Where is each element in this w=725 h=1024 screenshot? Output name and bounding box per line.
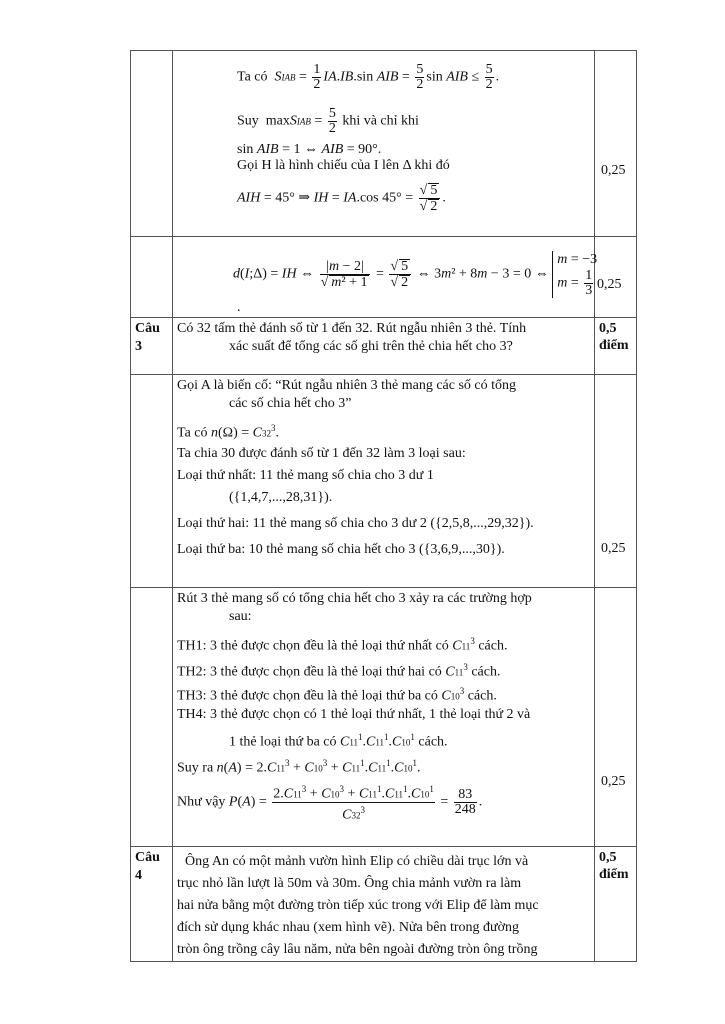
q3-case-3: TH3: 3 thẻ được chọn đều là thẻ loại thứ ba có $C10^3$ cách. — [177, 686, 497, 704]
question-label-cell — [131, 847, 173, 962]
score-cell — [595, 375, 637, 588]
answer-table — [130, 50, 637, 962]
question-text-cell — [173, 847, 595, 962]
row-area-solution — [131, 51, 637, 237]
line-max-area: Suy maxSIAB = $\frac{5}{2}$ khi và chỉ khi — [237, 106, 419, 136]
q3-case-1: TH1: 3 thẻ được chọn đều là thẻ loại thứ nhất có $C11^3$ cách. — [177, 636, 508, 654]
dot-mark: . — [237, 300, 241, 315]
q3-case-4-line-2: 1 thẻ loại thứ ba có $C11^1.C11^1.C10^1$ cách. — [229, 732, 448, 750]
q3-sol1-line-8: Loại thứ ba: 10 thẻ mang số chia hết cho 3 ({3,6,9,...,30}). — [177, 542, 505, 557]
question-3-label: Câu 3 — [135, 321, 160, 354]
q3-case-2: TH2: 3 thẻ được chọn đều là thẻ loại thứ hai có $C11^3$ cách. — [177, 662, 501, 680]
q3-sol1-line-3: Ta có $n(\Omega) = C32^3$. — [177, 423, 279, 441]
q3-sol1-line-6: ({1,4,7,...,28,31}). — [229, 490, 333, 505]
score-value: 0,25 — [601, 774, 626, 789]
line-projection: Gọi H là hình chiếu của I lên Δ khi đó — [237, 158, 450, 173]
label-cell-empty — [131, 588, 173, 847]
label-cell-empty — [131, 237, 173, 318]
question-label-cell — [131, 318, 173, 375]
question-4-line-5: tròn ông trồng cây lâu năm, nửa bên ngoài đường tròn ông trồng — [177, 942, 538, 957]
label-cell-empty — [131, 375, 173, 588]
question-4-line-4: đích sử dụng khác nhau (xem hình vẽ). Nửa bên trong đường — [177, 920, 519, 935]
row-q3-solution-1 — [131, 375, 637, 588]
question-4-line-1: Ông An có một mảnh vườn hình Elip có chiều dài trục lớn và — [185, 854, 529, 869]
line-sin-condition: sin AIB = 1 ⇔ AIB = 90°. — [237, 142, 382, 157]
score-value: 0,25 — [597, 277, 622, 292]
points-cell — [595, 847, 637, 962]
score-cell — [595, 51, 637, 237]
line-ih-value: AIH = 45° ⇒ IH = IA.cos 45° = $\frac{√ 5}{√ 2}$ . — [237, 183, 446, 214]
question-3-line-1: Có 32 tấm thẻ đánh số từ 1 đến 32. Rút ngẫu nhiên 3 thẻ. Tính — [177, 321, 527, 336]
question-3-points: 0,5 điểm — [599, 321, 629, 353]
question-4-label: Câu 4 — [135, 850, 160, 883]
q3-sol1-line-1: Gọi A là biến cố: “Rút ngẫu nhiên 3 thẻ mang các số có tổng — [177, 378, 517, 393]
question-4-points: 0,5 điểm — [599, 850, 629, 882]
score-cell — [595, 588, 637, 847]
row-question-4 — [131, 847, 637, 962]
q3-sol1-line-4: Ta chia 30 được đánh số từ 1 đến 32 làm 3 loại sau: — [177, 446, 466, 461]
q3-sol1-line-5: Loại thứ nhất: 11 thẻ mang số chia cho 3 dư 1 — [177, 468, 434, 483]
row-q3-solution-2 — [131, 588, 637, 847]
row-question-3 — [131, 318, 637, 375]
line-area-formula: Ta có SIAB = $\frac{1}{2}$ IA.IB.sin AIB = $\frac{5}{2}$ sin AIB ≤ $\frac{5}{2}$ . — [237, 62, 500, 92]
q3-case-4-line-1: TH4: 3 thẻ được chọn có 1 thẻ loại thứ nhất, 1 thẻ loại thứ 2 và — [177, 707, 531, 722]
q3-sol2-line-1: Rút 3 thẻ mang số có tổng chia hết cho 3 xảy ra các trường hợp — [177, 591, 532, 606]
score-value: 0,25 — [601, 163, 626, 178]
q3-probability-formula: Như vậy P(A) = $\frac{2.C11^3 + C10^3 + C11^1.C11^1.C10^1}{C32^3}$ = $\frac{83}{248}$ . — [177, 784, 483, 823]
q3-sol1-line-7: Loại thứ hai: 11 thẻ mang số chia cho 3 dư 2 ({2,5,8,...,29,32}). — [177, 516, 534, 531]
points-cell — [595, 318, 637, 375]
line-distance-equation: d(I;Δ) = IH ⇔ $\frac{|m - 2|}{\text{√ m² + 1}}$ = $\frac{√ 5}{√ 2}$ ⇔ 3m² + 8m − 3 = 0 ⇔ m = −3 m = $\frac{1}{3}$ — [233, 252, 598, 298]
score-cell — [595, 237, 637, 318]
content-cell — [173, 588, 595, 847]
q3-sol2-line-2: sau: — [229, 609, 252, 624]
question-4-line-2: trục nhỏ lần lượt là 50m và 30m. Ông chia mảnh vườn ra làm — [177, 876, 522, 891]
row-distance-equation — [131, 237, 637, 318]
content-cell — [173, 375, 595, 588]
content-cell — [173, 51, 595, 237]
label-cell-empty — [131, 51, 173, 237]
question-3-line-2: xác suất để tổng các số ghi trên thẻ chia hết cho 3? — [229, 339, 513, 354]
q3-count-formula: Suy ra $n(A) = 2.C11^3 + C10^3 + C11^1.C11^1.C10^1$. — [177, 758, 421, 776]
question-text-cell — [173, 318, 595, 375]
q3-sol1-line-2: các số chia hết cho 3” — [229, 396, 352, 411]
score-value: 0,25 — [601, 541, 626, 556]
content-cell — [173, 237, 598, 318]
question-4-line-3: hai nửa bằng một đường tròn tiếp xúc trong với Elip để làm mục — [177, 898, 539, 913]
